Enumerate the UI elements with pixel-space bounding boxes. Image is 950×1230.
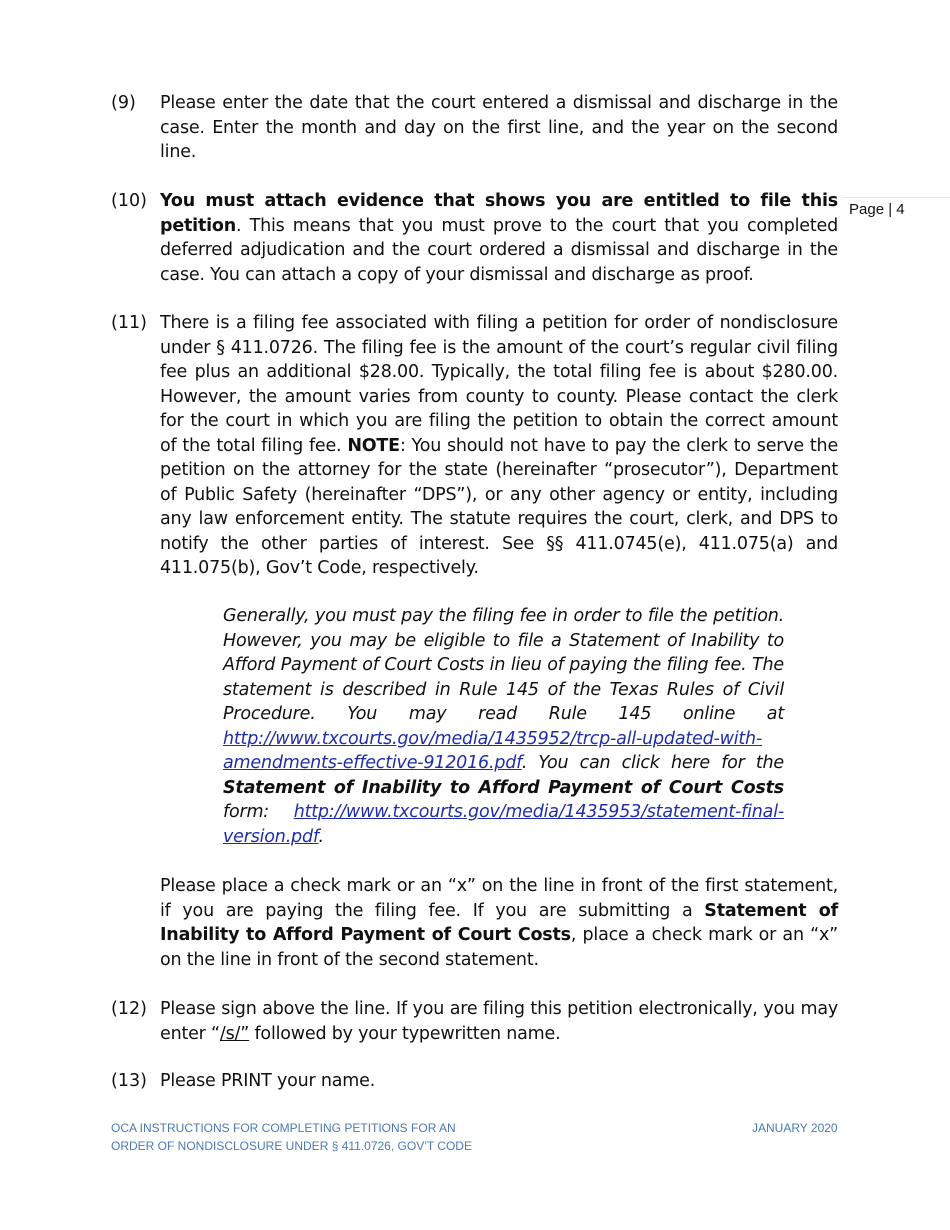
instruction-item-10: [111, 189, 838, 287]
footer-line-1: OCA INSTRUCTIONS FOR COMPLETING PETITIONS FOR AN: [111, 1121, 456, 1135]
item-bold-text: You must attach evidence that shows you are entitled to file this petition: [160, 191, 838, 236]
item-number: (13): [111, 1071, 147, 1091]
note-text-a: Generally, you must pay the filing fee in order to file the petition. However, you may be eligible to file a Statement of Inability to Afford Payment of Court Costs in lieu of paying the filing fee. The statement is described in Rule 145 of the Texas Rules of Civil Procedure. You may read Rule 145 online at: [223, 606, 784, 724]
item-text: [160, 311, 838, 581]
item-text: [160, 874, 838, 972]
rule-145-link[interactable]: http://www.txcourts.gov/media/1435952/trcp-all-updated-with-amendments-effective-912016.pdf: [223, 728, 763, 773]
item-text: [160, 997, 838, 1046]
item-number: (9): [111, 93, 136, 113]
footer-date: JANUARY 2020: [752, 1121, 838, 1135]
statement-form-link[interactable]: http://www.txcourts.gov/media/1435953/statement-final-version.pdf: [223, 802, 784, 847]
item-number: (11): [111, 313, 147, 333]
item-text: Please PRINT your name.: [160, 1071, 376, 1091]
item-text-a: There is a filing fee associated with filing a petition for order of nondisclosure under § 411.0726. The filing fee is the amount of the court’s regular civil filing fee plus an additional $28.00. Typically, the total filing fee is about $280.00. However, the amount varies from county to county. Please contact the clerk for the court in which you are filing the petition to obtain the correct amount of the total filing fee.: [160, 313, 838, 456]
checkmark-instruction: [111, 874, 838, 972]
item-text-b: : You should not have to pay the clerk to serve the petition on the attorney for the state (hereinafter “prosecutor”), Department of Public Safety (hereinafter “DPS”), or any other agency or entity, including any law enforcement entity. The statute requires the court, clerk, and DPS to notify the other parties of interest. See §§ 411.0745(e), 411.075(a) and 411.075(b), Gov’t Code, respectively.: [160, 435, 839, 578]
item-number: (10): [111, 191, 147, 211]
note-text-d: .: [318, 826, 324, 847]
sign-text-a: Please sign above the line. If you are filing this petition electronically, you may enter “: [160, 999, 838, 1044]
check-text-a: Please place a check mark or an “x” on the line in front of the first statement, if you are paying the filing fee. If you are submitting a: [160, 876, 838, 921]
check-text-b: , place a check mark or an “x” on the line in front of the second statement.: [160, 925, 838, 970]
note-label: NOTE: [347, 435, 400, 456]
footer-left: [111, 1119, 472, 1155]
statement-title-bold: Statement of Inability to Afford Payment of Court Costs: [160, 900, 838, 945]
footer-line-2: ORDER OF NONDISCLOSURE UNDER § 411.0726, GOV’T CODE: [111, 1139, 472, 1153]
page-number: Page | 4: [849, 201, 905, 218]
item-text: Please enter the date that the court entered a dismissal and discharge in the case. Enter the month and day on the first line, and the year on the second line.: [160, 93, 838, 162]
note-text-c: form:: [223, 802, 294, 822]
instruction-item-9: [111, 91, 838, 165]
instruction-item-13: [111, 1069, 838, 1094]
item-text-rest: . This means that you must prove to the court that you completed deferred adjudication and the court ordered a dismissal and discharge in the case. You can attach a copy of your dismissal and discharge as proof.: [160, 215, 838, 285]
fee-waiver-note: [223, 604, 784, 849]
statement-title: Statement of Inability to Afford Payment of Court Costs: [223, 777, 784, 798]
page-number-rule: [842, 197, 950, 198]
signature-symbol: /s/”: [219, 1023, 250, 1044]
sign-text-b: followed by your typewritten name.: [249, 1023, 561, 1044]
instruction-item-11: [111, 311, 838, 581]
note-text-b: . You can click here for the: [521, 753, 784, 773]
item-text: [160, 189, 838, 287]
instruction-item-12: [111, 997, 838, 1046]
item-number: (12): [111, 999, 147, 1019]
